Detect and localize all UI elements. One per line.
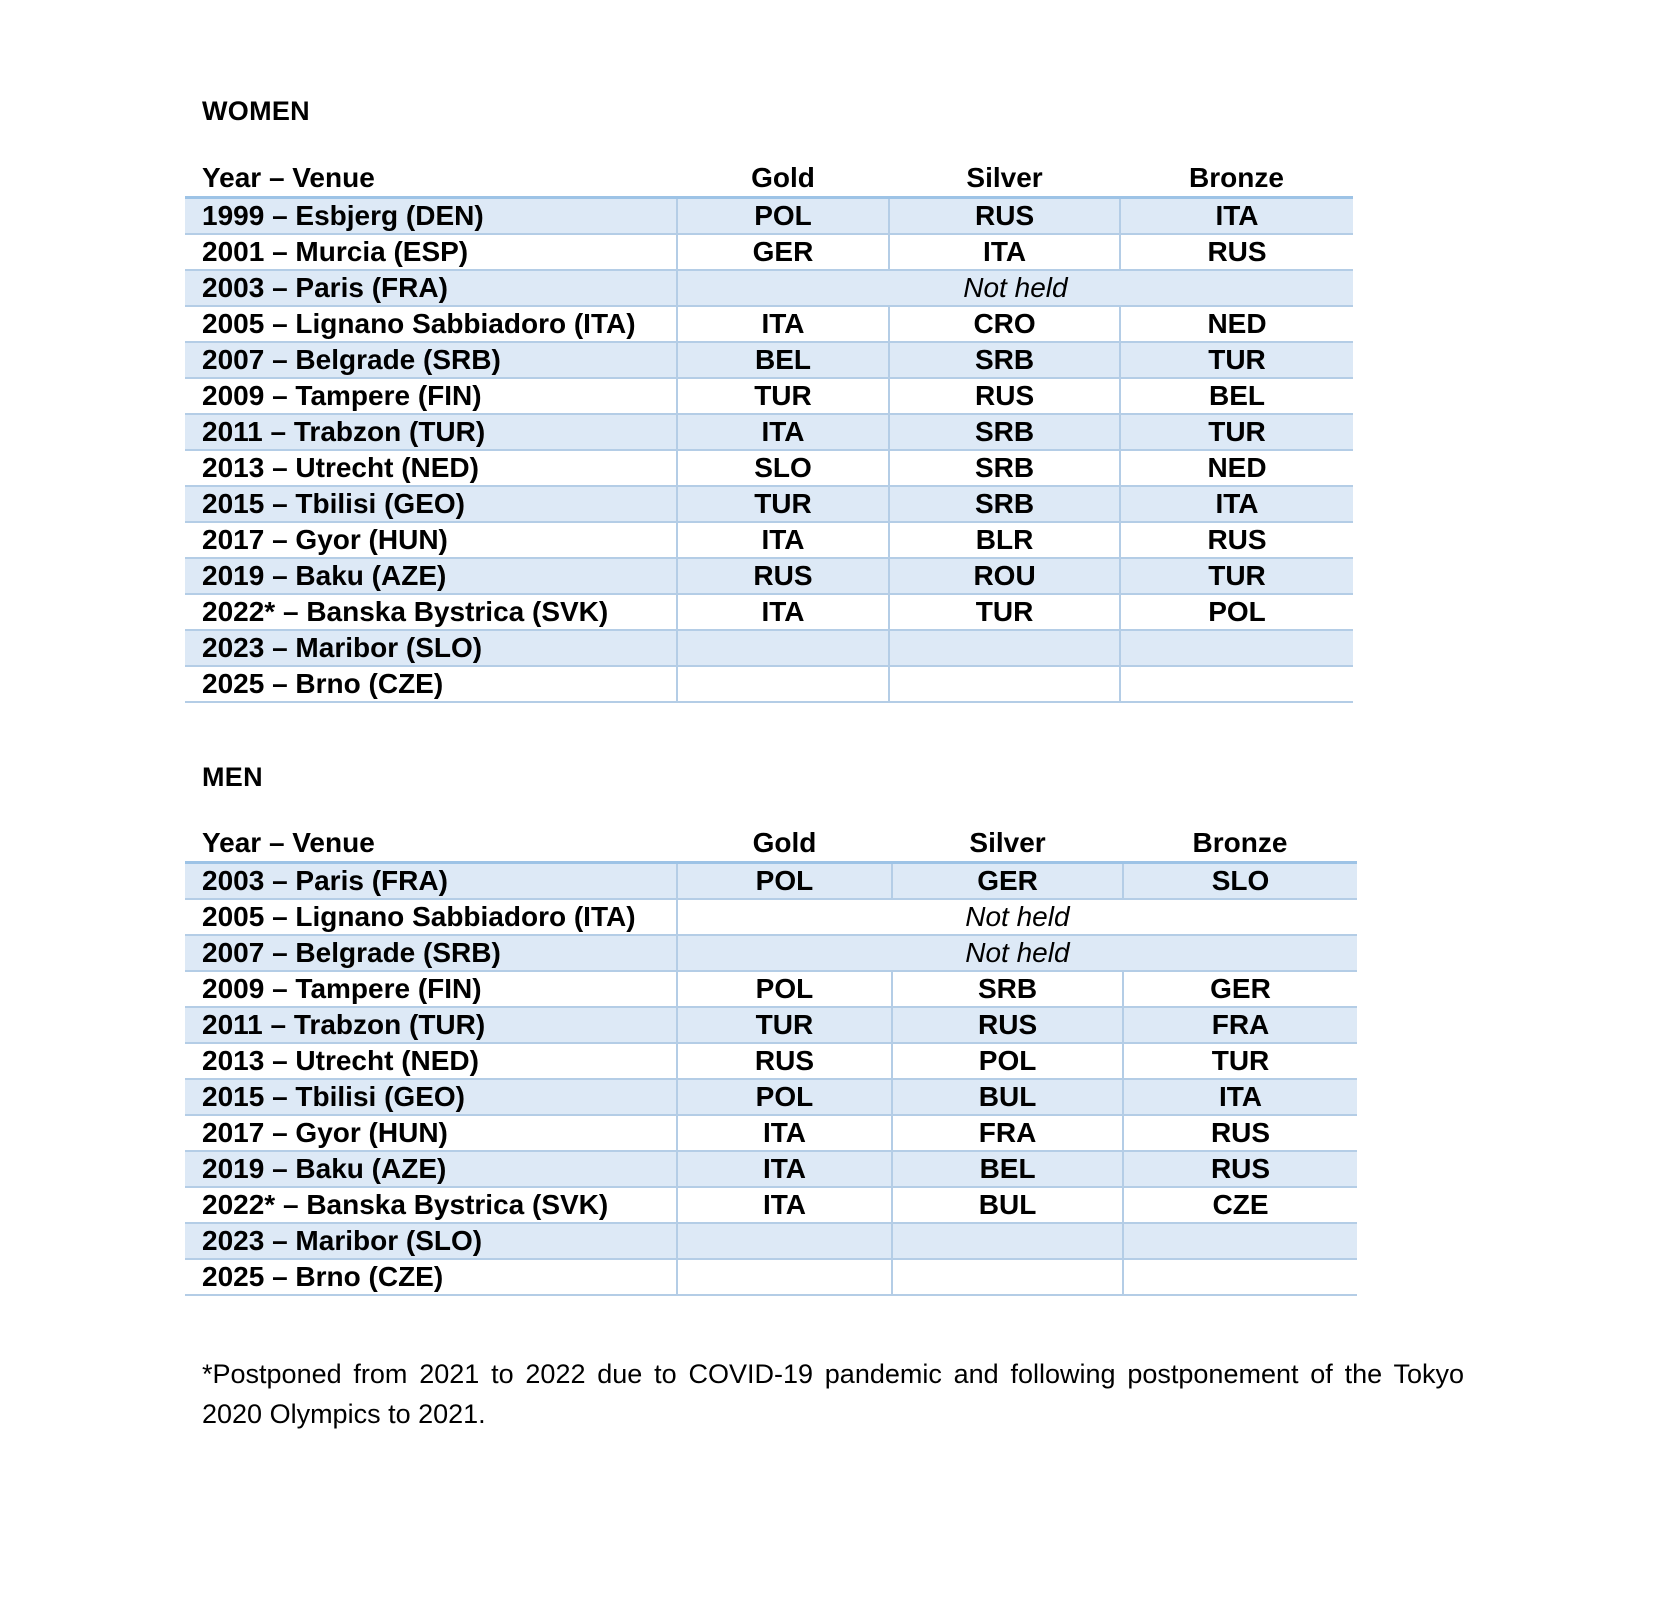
bronze-medal-cell: FRA — [1123, 1007, 1357, 1043]
bronze-medal-cell — [1123, 1223, 1357, 1259]
year-venue-cell: 2001 – Murcia (ESP) — [185, 234, 677, 270]
table-row — [185, 863, 1357, 900]
bronze-medal-cell — [1120, 630, 1353, 666]
gold-medal-cell: ITA — [677, 522, 889, 558]
table-row — [185, 1043, 1357, 1079]
table-row — [185, 1151, 1357, 1187]
year-venue-cell: 2003 – Paris (FRA) — [185, 270, 677, 306]
table-row — [185, 1259, 1357, 1295]
gold-medal-cell — [677, 1259, 892, 1295]
silver-medal-cell: SRB — [889, 450, 1120, 486]
bronze-medal-cell: RUS — [1123, 1151, 1357, 1187]
silver-medal-cell: FRA — [892, 1115, 1123, 1151]
table-header-row — [185, 823, 1357, 863]
year-venue-cell: 2005 – Lignano Sabbiadoro (ITA) — [185, 899, 677, 935]
table-row — [185, 306, 1353, 342]
gold-medal-cell: ITA — [677, 594, 889, 630]
silver-medal-cell — [889, 630, 1120, 666]
venue-column-header: Year – Venue — [185, 158, 677, 198]
year-venue-cell: 2011 – Trabzon (TUR) — [185, 1007, 677, 1043]
year-venue-cell: 2005 – Lignano Sabbiadoro (ITA) — [185, 306, 677, 342]
gold-medal-cell: ITA — [677, 414, 889, 450]
silver-medal-cell: SRB — [889, 414, 1120, 450]
silver-medal-cell: POL — [892, 1043, 1123, 1079]
table-row — [185, 234, 1353, 270]
bronze-medal-cell: ITA — [1123, 1079, 1357, 1115]
silver-medal-cell: ITA — [889, 234, 1120, 270]
table-row — [185, 1187, 1357, 1223]
bronze-medal-cell: TUR — [1120, 414, 1353, 450]
table-row — [185, 1079, 1357, 1115]
bronze-medal-cell: SLO — [1123, 863, 1357, 900]
silver-medal-cell: SRB — [889, 342, 1120, 378]
table-row — [185, 666, 1353, 702]
silver-medal-cell: RUS — [889, 378, 1120, 414]
women-medal-table — [185, 158, 1353, 703]
gold-medal-cell: POL — [677, 1079, 892, 1115]
silver-medal-cell: SRB — [892, 971, 1123, 1007]
silver-medal-cell: CRO — [889, 306, 1120, 342]
silver-medal-cell — [889, 666, 1120, 702]
year-venue-cell: 2023 – Maribor (SLO) — [185, 1223, 677, 1259]
year-venue-cell: 2017 – Gyor (HUN) — [185, 1115, 677, 1151]
gold-medal-cell: RUS — [677, 558, 889, 594]
women-section-title: WOMEN — [202, 96, 310, 126]
table-row — [185, 630, 1353, 666]
bronze-medal-cell: RUS — [1120, 522, 1353, 558]
year-venue-cell: 2007 – Belgrade (SRB) — [185, 935, 677, 971]
silver-medal-cell: ROU — [889, 558, 1120, 594]
table-row — [185, 971, 1357, 1007]
bronze-medal-cell: ITA — [1120, 486, 1353, 522]
silver-medal-cell: BLR — [889, 522, 1120, 558]
year-venue-cell: 1999 – Esbjerg (DEN) — [185, 198, 677, 235]
women-table-body — [185, 198, 1353, 703]
bronze-medal-cell: GER — [1123, 971, 1357, 1007]
table-row — [185, 1007, 1357, 1043]
gold-medal-cell: TUR — [677, 378, 889, 414]
year-venue-cell: 2019 – Baku (AZE) — [185, 558, 677, 594]
year-venue-cell: 2013 – Utrecht (NED) — [185, 1043, 677, 1079]
table-row — [185, 1223, 1357, 1259]
year-venue-cell: 2009 – Tampere (FIN) — [185, 378, 677, 414]
bronze-medal-cell: TUR — [1123, 1043, 1357, 1079]
year-venue-cell: 2009 – Tampere (FIN) — [185, 971, 677, 1007]
table-row — [185, 1115, 1357, 1151]
table-row — [185, 270, 1353, 306]
table-row — [185, 522, 1353, 558]
silver-medal-cell: BEL — [892, 1151, 1123, 1187]
year-venue-cell: 2015 – Tbilisi (GEO) — [185, 486, 677, 522]
not-held-cell: Not held — [677, 270, 1353, 306]
table-row — [185, 414, 1353, 450]
year-venue-cell: 2019 – Baku (AZE) — [185, 1151, 677, 1187]
silver-medal-cell: GER — [892, 863, 1123, 900]
footnote: *Postponed from 2021 to 2022 due to COVID-19 pandemic and following postponement of the Tokyo 2020 Olympics to 2021. — [202, 1359, 1464, 1429]
silver-column-header: Silver — [889, 158, 1120, 198]
men-section-title: MEN — [202, 762, 263, 792]
silver-column-header: Silver — [892, 823, 1123, 863]
gold-medal-cell: ITA — [677, 306, 889, 342]
bronze-column-header: Bronze — [1120, 158, 1353, 198]
bronze-medal-cell — [1123, 1259, 1357, 1295]
table-row — [185, 935, 1357, 971]
table-row — [185, 486, 1353, 522]
year-venue-cell: 2025 – Brno (CZE) — [185, 666, 677, 702]
bronze-medal-cell: RUS — [1123, 1115, 1357, 1151]
silver-medal-cell: BUL — [892, 1079, 1123, 1115]
not-held-cell: Not held — [677, 899, 1357, 935]
gold-medal-cell: TUR — [677, 1007, 892, 1043]
year-venue-cell: 2017 – Gyor (HUN) — [185, 522, 677, 558]
table-row — [185, 378, 1353, 414]
year-venue-cell: 2025 – Brno (CZE) — [185, 1259, 677, 1295]
bronze-medal-cell: BEL — [1120, 378, 1353, 414]
table-row — [185, 558, 1353, 594]
silver-medal-cell — [892, 1259, 1123, 1295]
bronze-medal-cell: NED — [1120, 450, 1353, 486]
year-venue-cell: 2015 – Tbilisi (GEO) — [185, 1079, 677, 1115]
bronze-medal-cell: TUR — [1120, 558, 1353, 594]
year-venue-cell: 2007 – Belgrade (SRB) — [185, 342, 677, 378]
gold-column-header: Gold — [677, 823, 892, 863]
gold-medal-cell: ITA — [677, 1187, 892, 1223]
year-venue-cell: 2023 – Maribor (SLO) — [185, 630, 677, 666]
gold-medal-cell: ITA — [677, 1151, 892, 1187]
year-venue-cell: 2011 – Trabzon (TUR) — [185, 414, 677, 450]
gold-medal-cell: POL — [677, 863, 892, 900]
not-held-cell: Not held — [677, 935, 1357, 971]
year-venue-cell: 2003 – Paris (FRA) — [185, 863, 677, 900]
men-medal-table — [185, 823, 1357, 1296]
gold-medal-cell: ITA — [677, 1115, 892, 1151]
year-venue-cell: 2022* – Banska Bystrica (SVK) — [185, 594, 677, 630]
table-row — [185, 594, 1353, 630]
year-venue-cell: 2013 – Utrecht (NED) — [185, 450, 677, 486]
bronze-medal-cell: NED — [1120, 306, 1353, 342]
bronze-medal-cell — [1120, 666, 1353, 702]
gold-medal-cell: GER — [677, 234, 889, 270]
table-header-row — [185, 158, 1353, 198]
bronze-medal-cell: CZE — [1123, 1187, 1357, 1223]
gold-medal-cell: SLO — [677, 450, 889, 486]
silver-medal-cell: RUS — [889, 198, 1120, 235]
bronze-medal-cell: TUR — [1120, 342, 1353, 378]
silver-medal-cell — [892, 1223, 1123, 1259]
gold-medal-cell — [677, 1223, 892, 1259]
gold-medal-cell: BEL — [677, 342, 889, 378]
table-row — [185, 342, 1353, 378]
table-row — [185, 198, 1353, 235]
table-row — [185, 899, 1357, 935]
bronze-medal-cell: POL — [1120, 594, 1353, 630]
gold-column-header: Gold — [677, 158, 889, 198]
gold-medal-cell: POL — [677, 971, 892, 1007]
bronze-medal-cell: RUS — [1120, 234, 1353, 270]
bronze-medal-cell: ITA — [1120, 198, 1353, 235]
gold-medal-cell: RUS — [677, 1043, 892, 1079]
silver-medal-cell: TUR — [889, 594, 1120, 630]
table-row — [185, 450, 1353, 486]
silver-medal-cell: SRB — [889, 486, 1120, 522]
silver-medal-cell: BUL — [892, 1187, 1123, 1223]
men-table-body — [185, 863, 1357, 1296]
gold-medal-cell — [677, 630, 889, 666]
bronze-column-header: Bronze — [1123, 823, 1357, 863]
gold-medal-cell — [677, 666, 889, 702]
gold-medal-cell: TUR — [677, 486, 889, 522]
venue-column-header: Year – Venue — [185, 823, 677, 863]
gold-medal-cell: POL — [677, 198, 889, 235]
silver-medal-cell: RUS — [892, 1007, 1123, 1043]
year-venue-cell: 2022* – Banska Bystrica (SVK) — [185, 1187, 677, 1223]
